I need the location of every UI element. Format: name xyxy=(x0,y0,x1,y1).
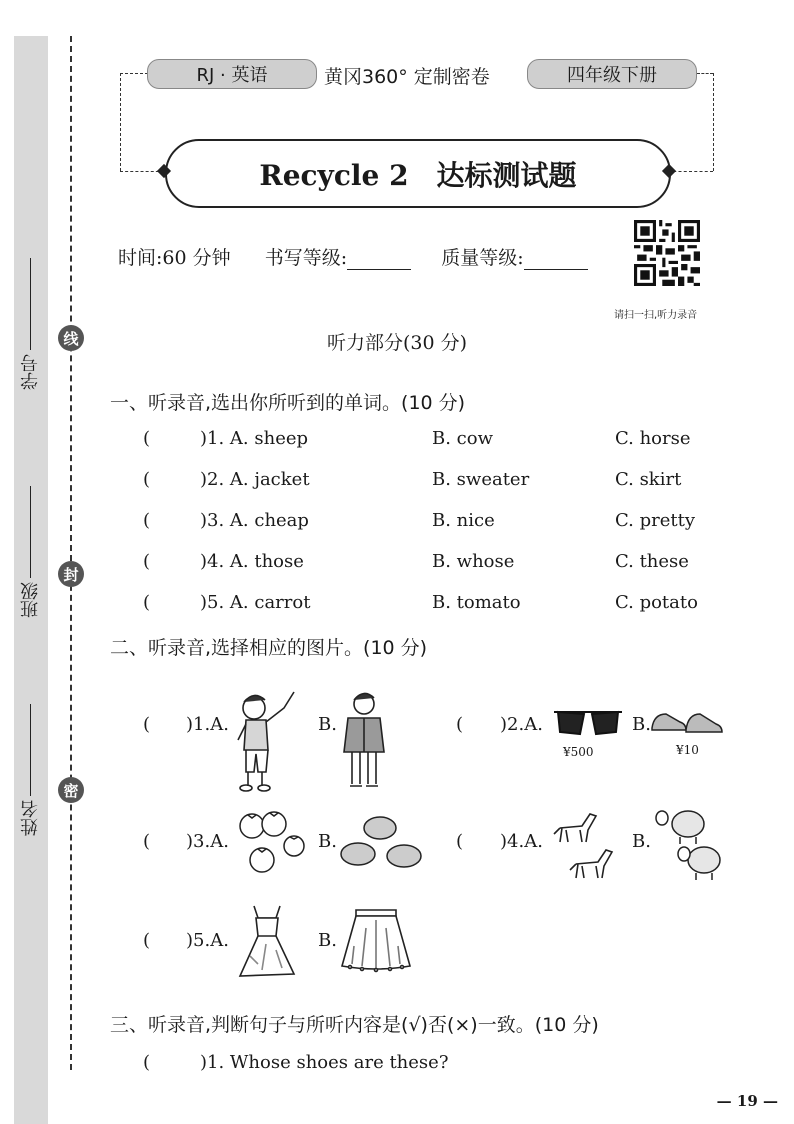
horses-picture xyxy=(552,804,622,886)
quality-grade-blank[interactable] xyxy=(524,249,588,270)
class-label: 班级 xyxy=(20,582,41,618)
answer-paren[interactable]: ( xyxy=(143,510,151,531)
q1-option-c: C. horse xyxy=(615,428,691,449)
writing-grade-blank[interactable] xyxy=(347,249,411,270)
s2-q4-label: )4.A. xyxy=(500,831,543,852)
answer-paren[interactable]: ( xyxy=(456,714,464,735)
s2-q5-b-label: B. xyxy=(318,930,337,951)
potatoes-picture xyxy=(338,814,424,870)
sheep-picture xyxy=(654,804,726,884)
brand-title: 黄冈360° 定制密卷 xyxy=(324,66,490,88)
answer-paren[interactable]: ( xyxy=(143,831,151,852)
dress-picture xyxy=(236,904,298,982)
tomatoes-picture xyxy=(236,808,308,880)
q4-option-b: B. whose xyxy=(432,551,515,572)
section3-title: 三、听录音,判断句子与所听内容是(√)否(×)一致。(10 分) xyxy=(110,1014,599,1036)
q1-option-b: B. cow xyxy=(432,428,493,449)
answer-paren[interactable]: ( xyxy=(143,714,151,735)
section2-title: 二、听录音,选择相应的图片。(10 分) xyxy=(110,637,428,659)
price-a: ¥500 xyxy=(563,745,594,759)
q3-option-a: )3. A. cheap xyxy=(200,510,309,531)
seal-secret: 密 xyxy=(58,777,84,803)
boy-pointing-picture xyxy=(232,688,302,792)
answer-paren[interactable]: ( xyxy=(143,1052,151,1073)
writing-grade-label: 书写等级: xyxy=(264,247,348,269)
header-dash-right xyxy=(713,73,714,171)
q2-option-c: C. skirt xyxy=(615,469,682,490)
s2-q3-b-label: B. xyxy=(318,831,337,852)
shoes-picture xyxy=(650,706,724,736)
answer-paren[interactable]: ( xyxy=(143,469,151,490)
subject-pill: RJ · 英语 xyxy=(147,59,317,89)
q4-option-c: C. these xyxy=(615,551,689,572)
seal-seal: 封 xyxy=(58,561,84,587)
q4-option-a: )4. A. those xyxy=(200,551,304,572)
info-row xyxy=(118,243,588,270)
grade-pill: 四年级下册 xyxy=(527,59,697,89)
header-dash-left xyxy=(120,73,121,171)
q2-option-b: B. sweater xyxy=(432,469,530,490)
name-field[interactable] xyxy=(14,676,48,836)
q1-option-a: )1. A. sheep xyxy=(200,428,309,449)
answer-paren[interactable]: ( xyxy=(456,831,464,852)
student-number-label: 学号 xyxy=(20,354,41,390)
q5-option-b: B. tomato xyxy=(432,592,521,613)
s3-q1: )1. Whose shoes are these? xyxy=(200,1052,449,1073)
answer-paren[interactable]: ( xyxy=(143,592,151,613)
s2-q5-label: )5.A. xyxy=(186,930,229,951)
qr-caption: 请扫一扫,听力录音 xyxy=(614,310,698,321)
page-number: — 19 — xyxy=(716,1092,778,1110)
name-label: 姓名 xyxy=(20,800,41,836)
time-label: 时间:60 分钟 xyxy=(118,247,231,269)
header-dash-top-left xyxy=(120,73,148,74)
q5-option-c: C. potato xyxy=(615,592,698,613)
s2-q4-b-label: B. xyxy=(632,831,651,852)
section1-title: 一、听录音,选出你所听到的单词。(10 分) xyxy=(110,392,466,414)
answer-paren[interactable]: ( xyxy=(143,428,151,449)
header-dash-top-right xyxy=(697,73,713,74)
s2-q1-b-label: B. xyxy=(318,714,337,735)
binding-dotted-line xyxy=(70,36,72,1070)
qr-code-icon[interactable] xyxy=(634,220,700,286)
q3-option-c: C. pretty xyxy=(615,510,695,531)
s2-q1-label: )1.A. xyxy=(186,714,229,735)
s2-q3-label: )3.A. xyxy=(186,831,229,852)
q3-option-b: B. nice xyxy=(432,510,495,531)
s2-q2-b-label: B. xyxy=(632,714,651,735)
listening-part-heading: 听力部分(30 分) xyxy=(326,332,468,354)
quality-grade-label: 质量等级: xyxy=(441,247,524,269)
page-title: Recycle 2 达标测试题 xyxy=(165,139,671,208)
sunglasses-picture xyxy=(552,708,624,738)
answer-paren[interactable]: ( xyxy=(143,930,151,951)
man-jacket-picture xyxy=(340,688,392,792)
q5-option-a: )5. A. carrot xyxy=(200,592,311,613)
q2-option-a: )2. A. jacket xyxy=(200,469,310,490)
student-number-field[interactable] xyxy=(14,230,48,390)
skirt-picture xyxy=(338,906,414,974)
price-b: ¥10 xyxy=(676,743,699,757)
s2-q2-label: )2.A. xyxy=(500,714,543,735)
answer-paren[interactable]: ( xyxy=(143,551,151,572)
seal-line: 线 xyxy=(58,325,84,351)
class-field[interactable] xyxy=(14,458,48,618)
